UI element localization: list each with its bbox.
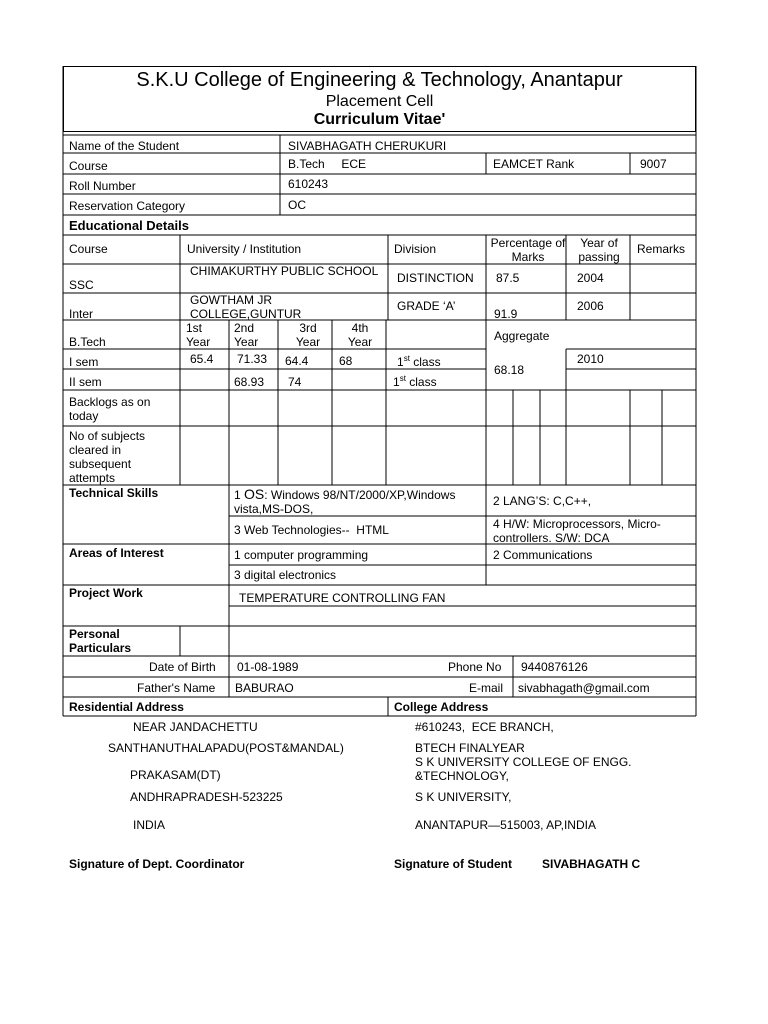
class-ordinal: st xyxy=(403,354,410,363)
sem2-mark: 68.93 xyxy=(234,375,265,389)
interest-item: 1 computer programming xyxy=(234,548,369,562)
residential-line: INDIA xyxy=(133,818,166,832)
aggregate-value: 68.18 xyxy=(494,363,525,377)
category-value: OC xyxy=(288,198,306,212)
email-value: sivabhagath@gmail.com xyxy=(518,681,650,695)
aggregate-label: Aggregate xyxy=(494,329,550,343)
education-section-title: Educational Details xyxy=(69,218,189,233)
ssc-percentage: 87.5 xyxy=(496,271,520,285)
eamcet-value: 9007 xyxy=(640,157,667,171)
email-label: E-mail xyxy=(469,681,504,695)
course-label: Course xyxy=(69,159,108,173)
eamcet-label: EAMCET Rank xyxy=(493,157,575,171)
roll-label: Roll Number xyxy=(69,179,136,193)
interest-item: 2 Communications xyxy=(493,548,593,562)
os-word: OS xyxy=(244,486,265,502)
student-signature-label: Signature of Student xyxy=(394,857,512,871)
dob-value: 01-08-1989 xyxy=(237,660,299,674)
father-value: BABURAO xyxy=(235,681,294,695)
residential-line: PRAKASAM(DT) xyxy=(130,768,221,782)
class-number: 1 xyxy=(397,355,404,369)
inter-percentage: 91.9 xyxy=(494,307,518,321)
sem1-mark: 65.4 xyxy=(190,352,214,366)
edu-header-percentage: Percentage of Marks xyxy=(490,236,566,264)
course-value: B.Tech ECE xyxy=(288,157,367,171)
college-line: BTECH FINALYEAR xyxy=(415,741,525,755)
roll-value: 610243 xyxy=(288,177,329,191)
inter-year: 2006 xyxy=(577,299,604,313)
residential-address-label: Residential Address xyxy=(69,700,184,714)
os-prefix: 1 xyxy=(234,488,245,502)
backlogs-label: Backlogs as on today xyxy=(69,395,151,423)
phone-value: 9440876126 xyxy=(521,660,588,674)
sem2-class xyxy=(393,372,437,389)
personal-particulars-label: Personal Particulars xyxy=(69,627,132,655)
sem1-label: I sem xyxy=(69,355,99,369)
class-word: class xyxy=(409,355,441,369)
edu-header-year: Year of passing xyxy=(578,236,620,264)
btech-year-header: 1st Year xyxy=(186,321,211,349)
subjects-cleared-label: No of subjects cleared in subsequent attempts xyxy=(69,429,146,485)
college-line: S K UNIVERSITY, xyxy=(415,790,512,804)
interests-label: Areas of Interest xyxy=(69,546,164,560)
class-number: 1 xyxy=(393,375,400,389)
inter-course: Inter xyxy=(69,307,94,321)
dob-label: Date of Birth xyxy=(149,660,216,674)
inter-institution: GOWTHAM JR COLLEGE,GUNTUR xyxy=(190,293,302,321)
skill-os xyxy=(234,487,484,516)
sem1-class xyxy=(397,352,441,369)
placement-cell-title: Placement Cell xyxy=(325,93,434,110)
name-value: SIVABHAGATH CHERUKURI xyxy=(288,139,447,153)
technical-skills-label: Technical Skills xyxy=(69,486,159,500)
college-address-label: College Address xyxy=(394,700,489,714)
college-line: #610243, ECE BRANCH, xyxy=(415,720,554,734)
ssc-institution: CHIMAKURTHY PUBLIC SCHOOL xyxy=(190,264,379,278)
btech-year-header: 4th Year xyxy=(347,321,373,349)
btech-year: 2010 xyxy=(577,352,604,366)
ssc-course: SSC xyxy=(69,278,94,292)
class-ordinal: st xyxy=(399,374,406,383)
phone-label: Phone No xyxy=(448,660,502,674)
sem1-mark: 68 xyxy=(339,354,353,368)
residential-line: NEAR JANDACHETTU xyxy=(133,720,258,734)
edu-header-university: University / Institution xyxy=(187,242,302,256)
coordinator-signature-label: Signature of Dept. Coordinator xyxy=(69,857,245,871)
btech-year-header: 3rd Year xyxy=(295,321,321,349)
ssc-year: 2004 xyxy=(577,271,604,285)
sem2-mark: 74 xyxy=(288,375,302,389)
sem1-mark: 64.4 xyxy=(285,354,309,368)
skill-web: 3 Web Technologies-- HTML xyxy=(234,523,389,537)
skill-hardware: 4 H/W: Microprocessors, Micro-controllers. S/W: DCA xyxy=(493,517,661,545)
student-signature-name: SIVABHAGATH C xyxy=(542,857,641,871)
sem1-mark: 71.33 xyxy=(237,352,268,366)
sem2-label: II sem xyxy=(69,375,102,389)
edu-header-remarks: Remarks xyxy=(637,242,686,256)
residential-line: ANDHRAPRADESH-523225 xyxy=(130,790,283,804)
edu-header-division: Division xyxy=(394,242,437,256)
name-label: Name of the Student xyxy=(69,139,180,153)
interest-item: 3 digital electronics xyxy=(234,568,337,582)
project-value: TEMPERATURE CONTROLLING FAN xyxy=(239,591,446,605)
os-detail: : Windows 98/NT/2000/XP,Windows vista,MS-DOS, xyxy=(234,488,456,516)
college-line: S K UNIVERSITY COLLEGE OF ENGG. &TECHNOLOGY, xyxy=(415,755,632,783)
class-word: class xyxy=(405,375,437,389)
college-name: S.K.U College of Engineering & Technology, Anantapur xyxy=(136,69,623,91)
college-line: ANANTAPUR—515003, AP,INDIA xyxy=(415,818,596,832)
father-label: Father's Name xyxy=(137,681,216,695)
document-title: Curriculum Vitae' xyxy=(313,111,446,128)
project-label: Project Work xyxy=(69,586,143,600)
ssc-division: DISTINCTION xyxy=(397,271,474,285)
inter-division: GRADE ‘A’ xyxy=(397,299,456,313)
skill-languages: 2 LANG’S: C,C++, xyxy=(493,494,592,508)
residential-line: SANTHANUTHALAPADU(POST&MANDAL) xyxy=(108,741,344,755)
btech-year-header: 2nd Year xyxy=(234,321,259,349)
category-label: Reservation Category xyxy=(69,199,186,213)
edu-header-course: Course xyxy=(69,242,108,256)
btech-course: B.Tech xyxy=(69,335,106,349)
